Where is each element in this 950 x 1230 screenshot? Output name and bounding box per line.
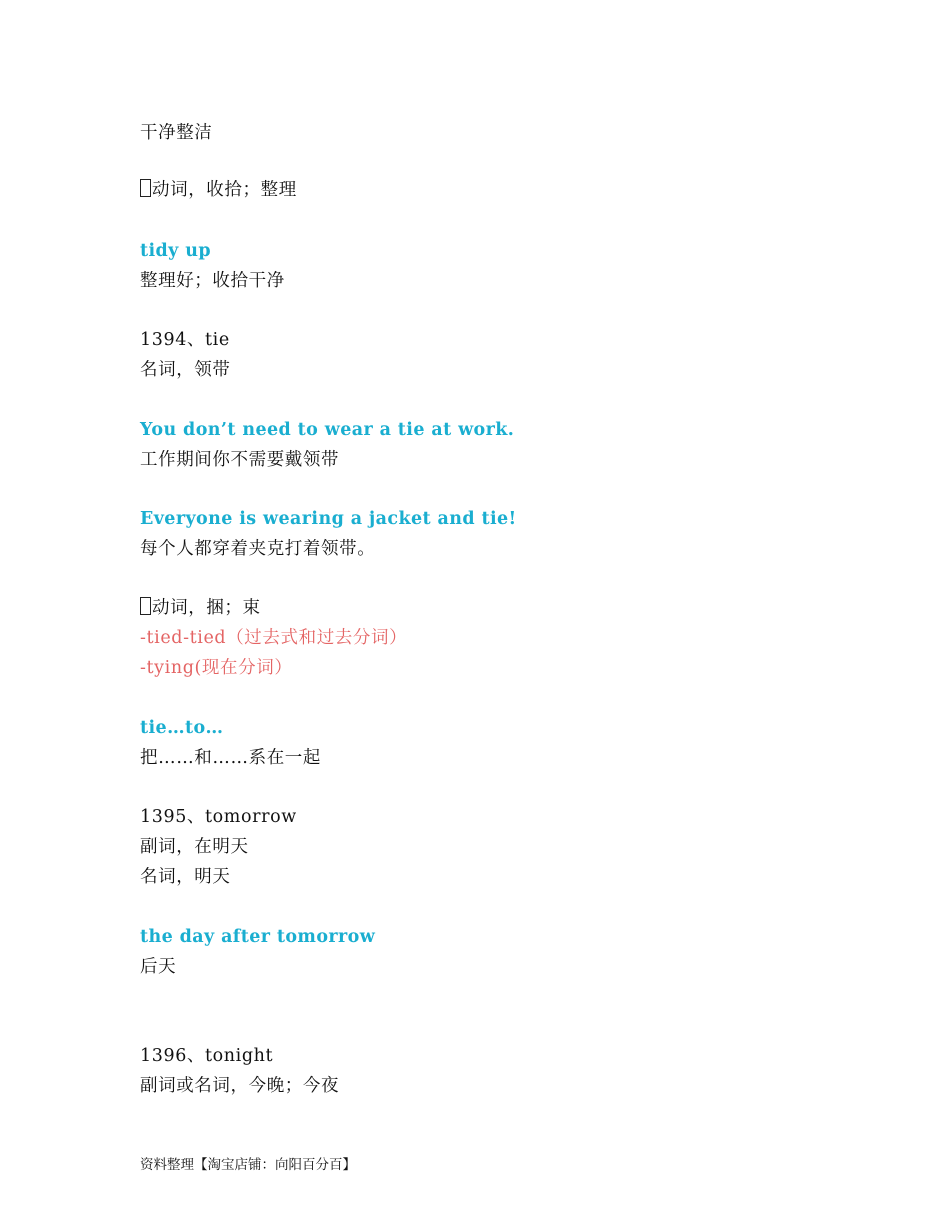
definition-text: 动词，收拾；整理	[152, 180, 297, 200]
example-phrase: You don’t need to wear a tie at work.	[140, 420, 515, 440]
bullet-box-icon	[140, 597, 151, 615]
word-entry-heading: 1394、tie	[140, 330, 230, 350]
part-of-speech-line	[140, 597, 261, 619]
definition-line: 干净整洁	[140, 123, 213, 143]
word-entry-heading: 1395、tomorrow	[140, 807, 297, 827]
translation-line: 把……和……系在一起	[140, 748, 321, 768]
example-phrase: Everyone is wearing a jacket and tie!	[140, 509, 517, 529]
definition-line: 副词，在明天	[140, 837, 249, 857]
translation-line: 整理好；收拾干净	[140, 271, 285, 291]
definition-line: 副词或名词，今晚；今夜	[140, 1076, 340, 1096]
verb-form-line: -tied-tied（过去式和过去分词）	[140, 628, 408, 648]
translation-line: 后天	[140, 957, 177, 977]
translation-line: 工作期间你不需要戴领带	[140, 450, 340, 470]
example-phrase: the day after tomorrow	[140, 927, 376, 947]
definition-line: 名词，领带	[140, 360, 231, 380]
verb-form-line: -tying(现在分词）	[140, 658, 293, 678]
word-entry-heading: 1396、tonight	[140, 1046, 274, 1066]
definition-line: 名词，明天	[140, 867, 231, 887]
definition-text: 动词，捆；束	[152, 598, 261, 618]
translation-line: 每个人都穿着夹克打着领带。	[140, 539, 376, 559]
page-footer: 资料整理【淘宝店铺：向阳百分百】	[140, 1157, 356, 1173]
part-of-speech-line	[140, 179, 297, 201]
bullet-box-icon	[140, 179, 151, 197]
example-phrase: tie…to…	[140, 718, 224, 738]
example-phrase: tidy up	[140, 241, 211, 261]
